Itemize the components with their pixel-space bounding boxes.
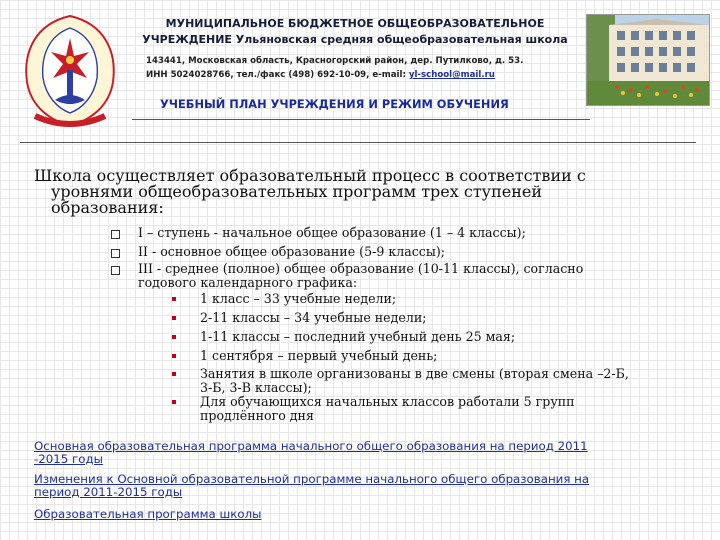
school-title-line-2: УЧРЕЖДЕНИЕ Ульяновская средняя общеобразовательная школа xyxy=(142,33,568,46)
square-bullet xyxy=(172,335,176,339)
detail-item-2: 2-11 классы – 34 учебные недели; xyxy=(200,310,427,325)
email-link[interactable]: yl-school@mail.ru xyxy=(408,70,495,80)
detail-item-1: 1 класс – 33 учебные недели; xyxy=(200,291,397,306)
square-bullet xyxy=(172,400,176,404)
school-emblem-logo xyxy=(15,12,125,130)
emblem-graphic xyxy=(15,12,125,130)
address-line: 143441, Московская область, Красногорский район, дер. Путилково, д. 53. xyxy=(146,56,524,66)
box-bullet xyxy=(111,230,120,239)
box-bullet xyxy=(111,266,120,275)
program-changes-link-continued[interactable]: период 2011-2015 годы xyxy=(34,485,183,499)
detail-item-3: 1-11 классы – последний учебный день 25 мая; xyxy=(200,329,516,344)
primary-program-link[interactable]: Основная образовательная программа начального общего образования на период 2011 xyxy=(34,439,588,453)
intro-line-1: Школа осуществляет образовательный процесс в соответствии с xyxy=(34,166,586,185)
square-bullet xyxy=(172,297,176,301)
detail-item-6-continued: продлённого дня xyxy=(200,408,314,423)
school-program-link[interactable]: Образовательная программа школы xyxy=(34,507,262,521)
detail-item-5-continued: 3-Б, 3-В классы); xyxy=(200,380,312,395)
header-divider xyxy=(132,119,590,120)
letterhead xyxy=(0,0,720,150)
box-bullet xyxy=(111,249,120,258)
square-bullet xyxy=(172,316,176,320)
level-item-2: II - основное общее образование (5-9 классы); xyxy=(138,244,446,259)
detail-item-5: Занятия в школе организованы в две смены (вторая смена –2-Б, xyxy=(200,366,629,381)
page-title: УЧЕБНЫЙ ПЛАН УЧРЕЖДЕНИЯ И РЕЖИМ ОБУЧЕНИЯ xyxy=(160,97,509,111)
detail-item-6: Для обучающихся начальных классов работали 5 групп xyxy=(200,394,575,409)
level-item-1: I – ступень - начальное общее образование (1 – 4 классы); xyxy=(138,225,526,240)
building-illustration xyxy=(587,15,709,105)
section-divider xyxy=(20,142,696,143)
intro-line-2: уровнями общеобразовательных программ трех ступеней xyxy=(51,182,543,201)
primary-program-link-continued[interactable]: -2015 годы xyxy=(34,452,103,466)
contacts-text: ИНН 5024028766, тел./факс (498) 692-10-09, e-mail: xyxy=(146,70,409,80)
intro-line-3: образования: xyxy=(51,198,164,217)
program-changes-link[interactable]: Изменения к Основной образовательной программе начального общего образования на xyxy=(34,472,590,486)
school-building-photo xyxy=(586,14,710,106)
square-bullet xyxy=(172,354,176,358)
contacts-line xyxy=(146,70,495,80)
school-title-line-1: МУНИЦИПАЛЬНОЕ БЮДЖЕТНОЕ ОБЩЕОБРАЗОВАТЕЛЬНОЕ xyxy=(165,17,545,30)
level-item-3: III - среднее (полное) общее образование (10-11 классы), согласно xyxy=(138,261,584,276)
level-item-3-continued: годового календарного графика: xyxy=(138,275,358,290)
square-bullet xyxy=(172,372,176,376)
detail-item-4: 1 сентября – первый учебный день; xyxy=(200,348,438,363)
